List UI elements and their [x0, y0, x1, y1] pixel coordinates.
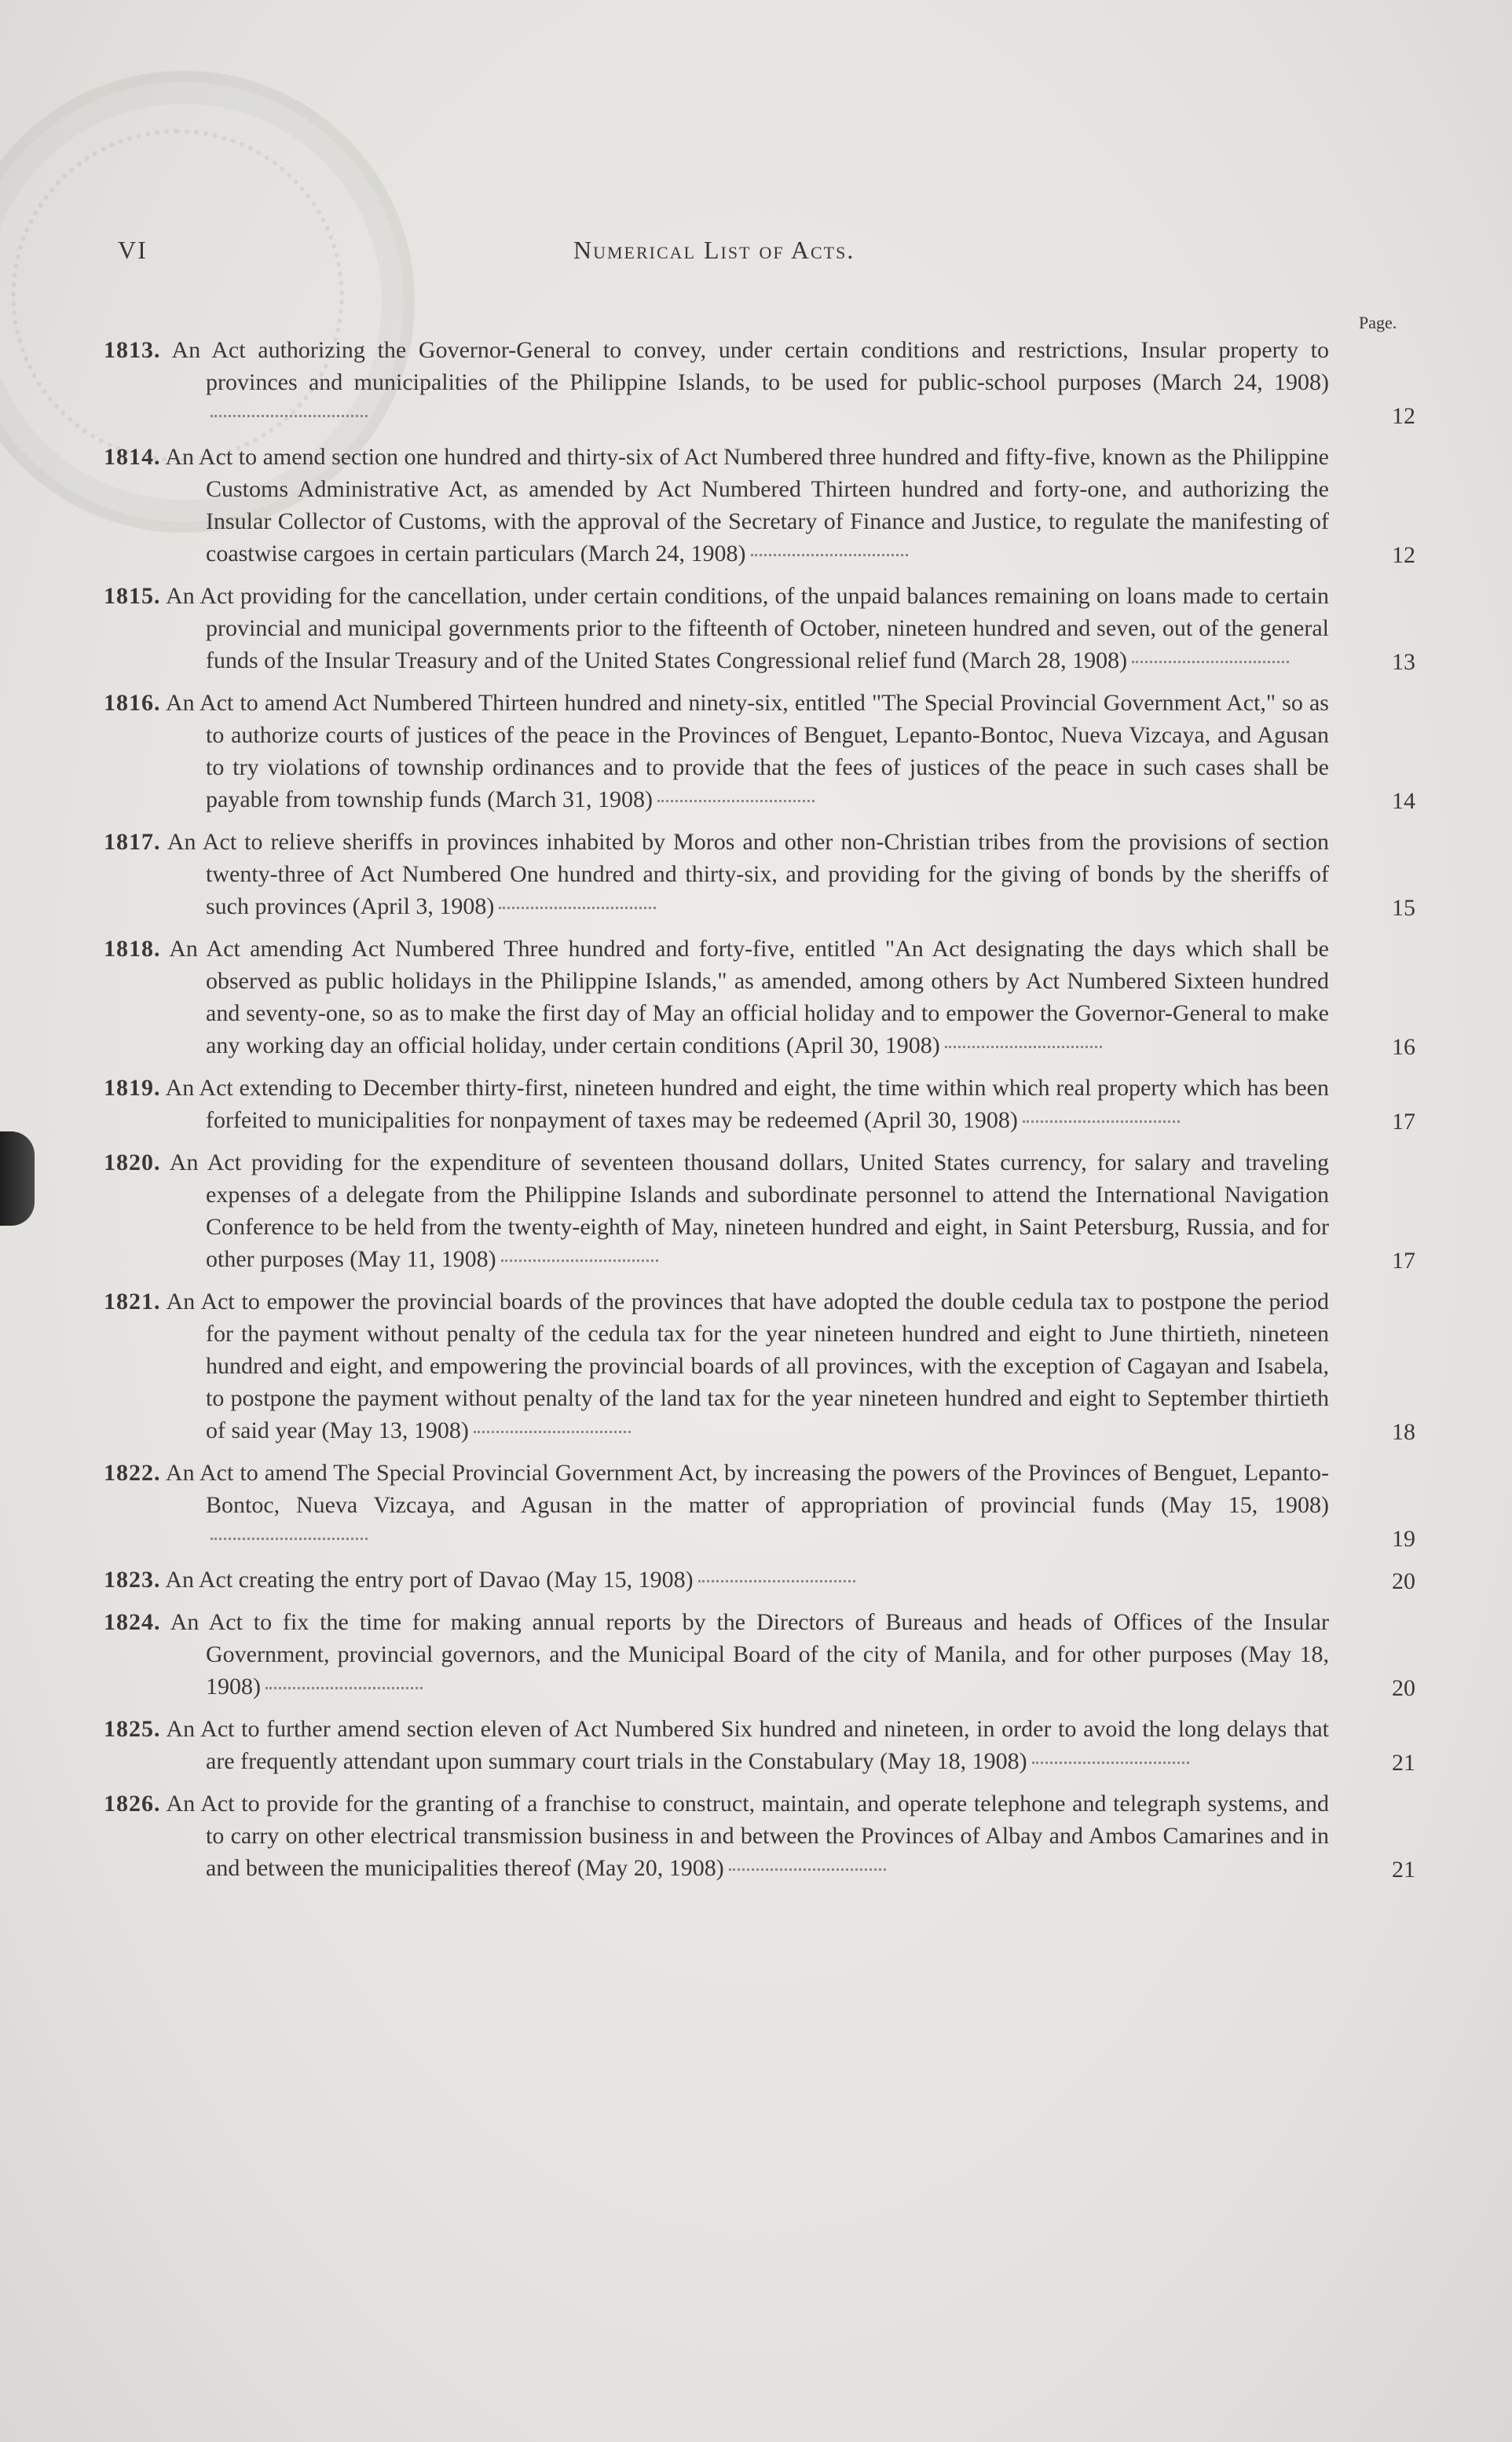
act-entry-text	[104, 580, 1329, 676]
act-title: An Act amending Act Numbered Three hundred and forty-five, entitled "An Act designating the days which shall be observed as public holidays in the Philippine Islands," as amended, among others by Act Numbered Sixteen hundred and seventy-one, so as to make the first day of May an official holiday and to empower the Governor-General to make any working day an official holiday, under certain conditions (April 30, 1908)	[169, 936, 1329, 1058]
act-title: An Act to amend section one hundred and thirty-six of Act Numbered three hundred and fifty-five, known as the Philippine Customs Administrative Act, as amended by Act Numbered Thirteen hundred and forty-one, and authorizing the Insular Collector of Customs, with the approval of the Secretary of Finance and Justice, to regulate the manifesting of coastwise cargoes in certain particulars (March 24, 1908)	[165, 444, 1329, 566]
act-page-number: 17	[1392, 1109, 1415, 1135]
act-page-number: 16	[1392, 1034, 1415, 1060]
act-entry-text	[104, 1564, 1329, 1596]
act-number: 1813.	[104, 337, 161, 363]
act-page-number: 20	[1392, 1675, 1415, 1701]
act-page-number: 12	[1392, 403, 1415, 429]
act-page-number: 17	[1392, 1248, 1415, 1274]
leader-dots	[657, 798, 815, 802]
act-entry-text	[104, 1146, 1329, 1275]
running-title: Numerical List of Acts.	[573, 236, 855, 264]
act-number: 1825.	[104, 1716, 161, 1742]
act-title: An Act providing for the expenditure of seventeen thousand dollars, United States currency, for salary and traveling expenses of a delegate from the Philippine Islands and subordinate personnel to attend the International Navigation Conference to be held from the twenty-eighth of May, nineteen hundred and eight, in Saint Petersburg, Russia, and for other purposes (May 11, 1908)	[169, 1150, 1329, 1272]
act-entry	[104, 1072, 1415, 1136]
leader-dots	[265, 1685, 423, 1689]
leader-dots	[501, 1258, 658, 1262]
act-entry	[104, 1788, 1415, 1884]
act-number: 1823.	[104, 1567, 161, 1593]
act-number: 1814.	[104, 444, 161, 470]
act-page-number: 21	[1392, 1750, 1415, 1776]
act-title: An Act to further amend section eleven of Act Numbered Six hundred and nineteen, in order to avoid the long delays that are frequently attendant upon summary court trials in the Constabulary (May 18, 1908)	[166, 1716, 1329, 1774]
act-number: 1824.	[104, 1609, 161, 1635]
page-header	[118, 236, 1375, 275]
act-title: An Act to relieve sheriffs in provinces inhabited by Moros and other non-Christian tribes from the provisions of section twenty-three of Act Numbered One hundred and thirty-six, and providing for the giving of bonds by the sheriffs of such provinces (April 3, 1908)	[167, 829, 1329, 919]
act-entry-text	[104, 1788, 1329, 1884]
act-entry	[104, 826, 1415, 922]
act-page-number: 13	[1392, 649, 1415, 675]
page-number-roman: VI	[118, 236, 148, 264]
act-number: 1817.	[104, 829, 161, 855]
act-title: An Act to empower the provincial boards of the provinces that have adopted the double cedula tax to postpone the period for the payment without penalty of the cedula tax for the year nineteen hundred and eight to June thirtieth, nineteen hundred and eight, and empowering the provincial boards of all provinces, with the exception of Cagayan and Isabela, to postpone the payment without penalty of the land tax for the year nineteen hundred and eight to September thirtieth of said year (May 13, 1908)	[166, 1289, 1329, 1443]
act-title: An Act creating the entry port of Davao (May 15, 1908)	[165, 1567, 694, 1593]
binding-clip-mark	[0, 1131, 35, 1226]
act-page-number: 15	[1392, 895, 1415, 921]
act-entry	[104, 1606, 1415, 1703]
act-title: An Act to fix the time for making annual reports by the Directors of Bureaus and heads of Offices of the Insular Government, provincial governors, and the Municipal Board of the city of Manila, and for other purposes (May 18, 1908)	[170, 1609, 1329, 1700]
act-entry	[104, 1457, 1415, 1553]
leader-dots	[474, 1429, 631, 1433]
act-entry	[104, 933, 1415, 1062]
leader-dots	[1032, 1760, 1189, 1764]
act-number: 1820.	[104, 1150, 161, 1175]
act-entry	[104, 580, 1415, 676]
act-number: 1821.	[104, 1289, 161, 1314]
leader-dots	[729, 1867, 886, 1871]
leader-dots	[499, 905, 656, 909]
act-page-number: 14	[1392, 788, 1415, 814]
leader-dots	[1023, 1119, 1180, 1123]
act-page-number: 20	[1392, 1568, 1415, 1594]
act-title: An Act to provide for the granting of a franchise to construct, maintain, and operate telephone and telegraph systems, and to carry on other electrical transmission business in and between the Provinces of Albay and Ambos Camarines and in and between the municipalities thereof (May 20, 1908)	[166, 1791, 1329, 1881]
act-title: An Act authorizing the Governor-General to convey, under certain conditions and restrictions, Insular property to provinces and municipalities of the Philippine Islands, to be used for public-school purposes (March 24, 1908)	[171, 337, 1329, 395]
leader-dots	[1132, 659, 1289, 663]
page-column-label: Page.	[1359, 313, 1397, 332]
leader-dots	[945, 1044, 1102, 1048]
act-entry-text	[104, 1606, 1329, 1703]
leader-dots	[211, 1536, 368, 1540]
act-page-number: 12	[1392, 542, 1415, 568]
act-page-number: 18	[1392, 1419, 1415, 1445]
act-entry-text	[104, 933, 1329, 1062]
act-number: 1818.	[104, 936, 161, 962]
act-title: An Act to amend Act Numbered Thirteen hundred and ninety-six, entitled "The Special Provincial Government Act," so as to authorize courts of justices of the peace in the Provinces of Benguet, Lepanto-Bontoc, Nueva Vizcaya, and Agusan to try violations of township ordinances and to provide that the fees of justices of the peace in such cases shall be payable from township funds (March 31, 1908)	[165, 690, 1329, 812]
act-entry-text	[104, 1457, 1329, 1553]
act-title: An Act extending to December thirty-first, nineteen hundred and eight, the time within which real property which has been forfeited to municipalities for nonpayment of taxes may be redeemed (April 30, 1908)	[165, 1075, 1329, 1133]
act-number: 1816.	[104, 690, 161, 716]
act-title: An Act to amend The Special Provincial Government Act, by increasing the powers of the Provinces of Benguet, Lepanto-Bontoc, Nueva Vizcaya, and Agusan in the matter of appropriation of provincial funds (May 15, 1908)	[165, 1460, 1329, 1518]
act-entry	[104, 334, 1415, 431]
act-entry	[104, 441, 1415, 570]
act-number: 1826.	[104, 1791, 161, 1817]
act-number: 1819.	[104, 1075, 161, 1101]
act-entry	[104, 1564, 1415, 1596]
act-entry-text	[104, 687, 1329, 816]
act-entry-text	[104, 334, 1329, 431]
act-entry-text	[104, 441, 1329, 570]
act-entry	[104, 1146, 1415, 1275]
leader-dots	[751, 552, 908, 556]
leader-dots	[698, 1578, 855, 1582]
act-entry-text	[104, 826, 1329, 922]
act-number: 1815.	[104, 583, 161, 609]
act-entry	[104, 1713, 1415, 1777]
act-title: An Act providing for the cancellation, under certain conditions, of the unpaid balances remaining on loans made to certain provincial and municipal governments prior to the fifteenth of October, nineteen hundred and seven, out of the general funds of the Insular Treasury and of the United States Congressional relief fund (March 28, 1908)	[166, 583, 1329, 673]
act-entry	[104, 687, 1415, 816]
act-entry-text	[104, 1285, 1329, 1446]
act-number: 1822.	[104, 1460, 161, 1486]
acts-list	[104, 334, 1415, 1894]
act-entry	[104, 1285, 1415, 1446]
act-entry-text	[104, 1072, 1329, 1136]
leader-dots	[211, 413, 368, 417]
act-page-number: 21	[1392, 1857, 1415, 1883]
act-page-number: 19	[1392, 1526, 1415, 1552]
act-entry-text	[104, 1713, 1329, 1777]
